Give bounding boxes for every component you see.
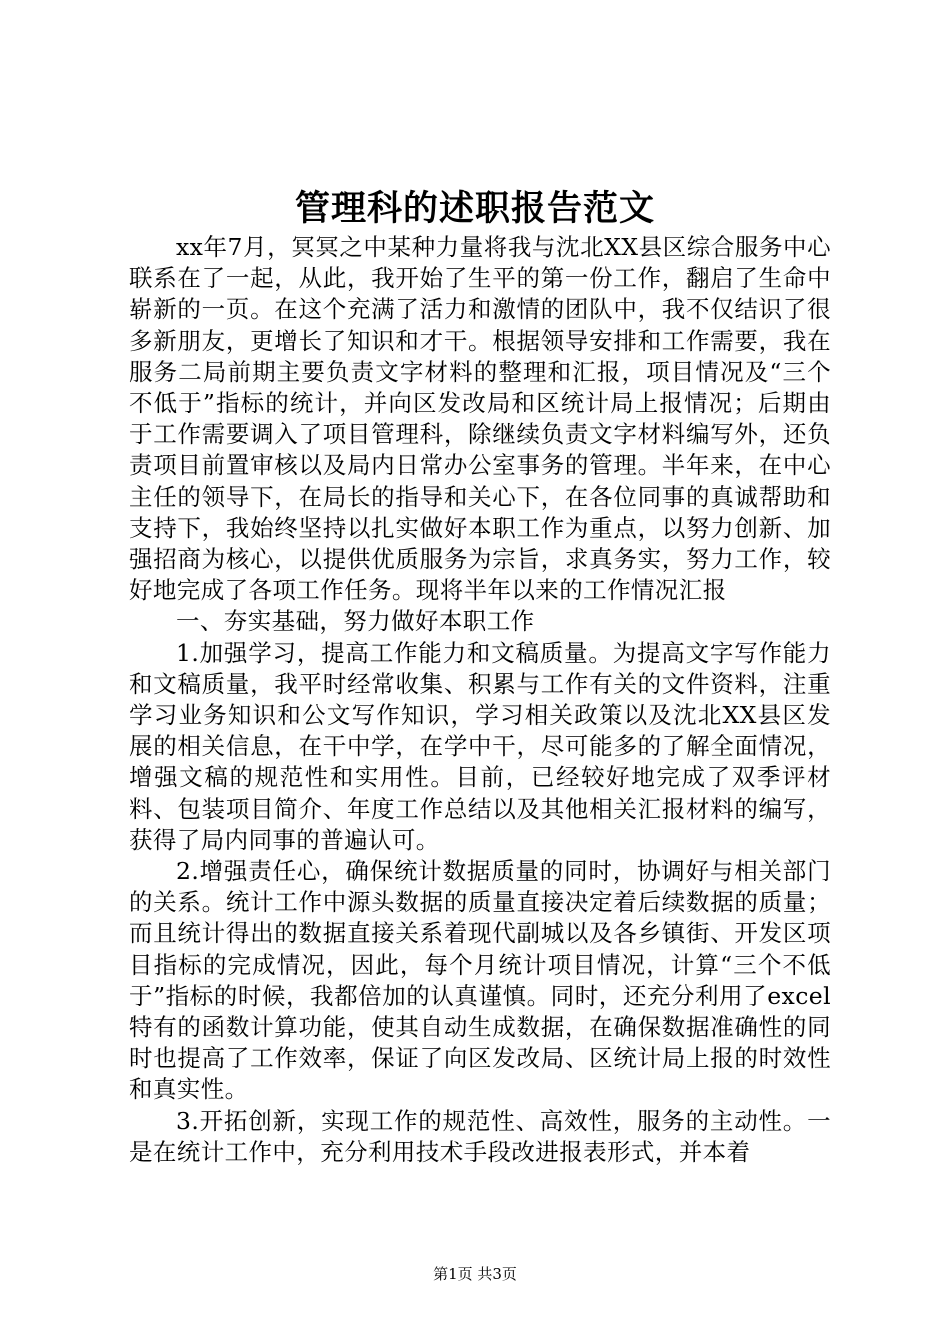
body-paragraph: 3.开拓创新，实现工作的规范性、高效性，服务的主动性。一是在统计工作中，充分利用技术手段改进报表形式，并本着 (129, 1106, 831, 1166)
document-body (129, 232, 831, 1168)
body-paragraph: 1.加强学习，提高工作能力和文稿质量。为提高文字写作能力和文稿质量，我平时经常收集、积累与工作有关的文件资料，注重学习业务知识和公文写作知识，学习相关政策以及沈北XX县区发展的相关信息，在干中学，在学中干，尽可能多的了解全面情况，增强文稿的规范性和实用性。目前，已经较好地完成了双季评材料、包装项目简介、年度工作总结以及其他相关汇报材料的编写，获得了局内同事的普遍认可。 (129, 638, 831, 854)
body-paragraph: 2.增强责任心，确保统计数据质量的同时，协调好与相关部门的关系。统计工作中源头数据的质量直接决定着后续数据的质量；而且统计得出的数据直接关系着现代副城以及各乡镇街、开发区项目指标的完成情况，因此，每个月统计项目情况，计算“三个不低于”指标的时候，我都倍加的认真谨慎。同时，还充分利用了excel特有的函数计算功能，使其自动生成数据，在确保数据准确性的同时也提高了工作效率，保证了向区发改局、区统计局上报的时效性和真实性。 (129, 857, 831, 1104)
page-number-footer: 第1页 共3页 (433, 1265, 517, 1283)
body-paragraph: xx年7月，冥冥之中某种力量将我与沈北XX县区综合服务中心联系在了一起，从此，我开始了生平的第一份工作，翻启了生命中崭新的一页。在这个充满了活力和激情的团队中，我不仅结识了很多新朋友，更增长了知识和才干。根据领导安排和工作需要，我在服务二局前期主要负责文字材料的整理和汇报，项目情况及“三个不低于”指标的统计，并向区发改局和区统计局上报情况；后期由于工作需要调入了项目管理科，除继续负责文字材料编写外，还负责项目前置审核以及局内日常办公室事务的管理。半年来，在中心主任的领导下，在局长的指导和关心下，在各位同事的真诚帮助和支持下，我始终坚持以扎实做好本职工作为重点，以努力创新、加强招商为核心，以提供优质服务为宗旨，求真务实，努力工作，较好地完成了各项工作任务。现将半年以来的工作情况汇报 (129, 233, 831, 605)
document-title: 管理科的述职报告范文 (294, 189, 655, 229)
section-heading: 一、夯实基础，努力做好本职工作 (176, 607, 535, 636)
